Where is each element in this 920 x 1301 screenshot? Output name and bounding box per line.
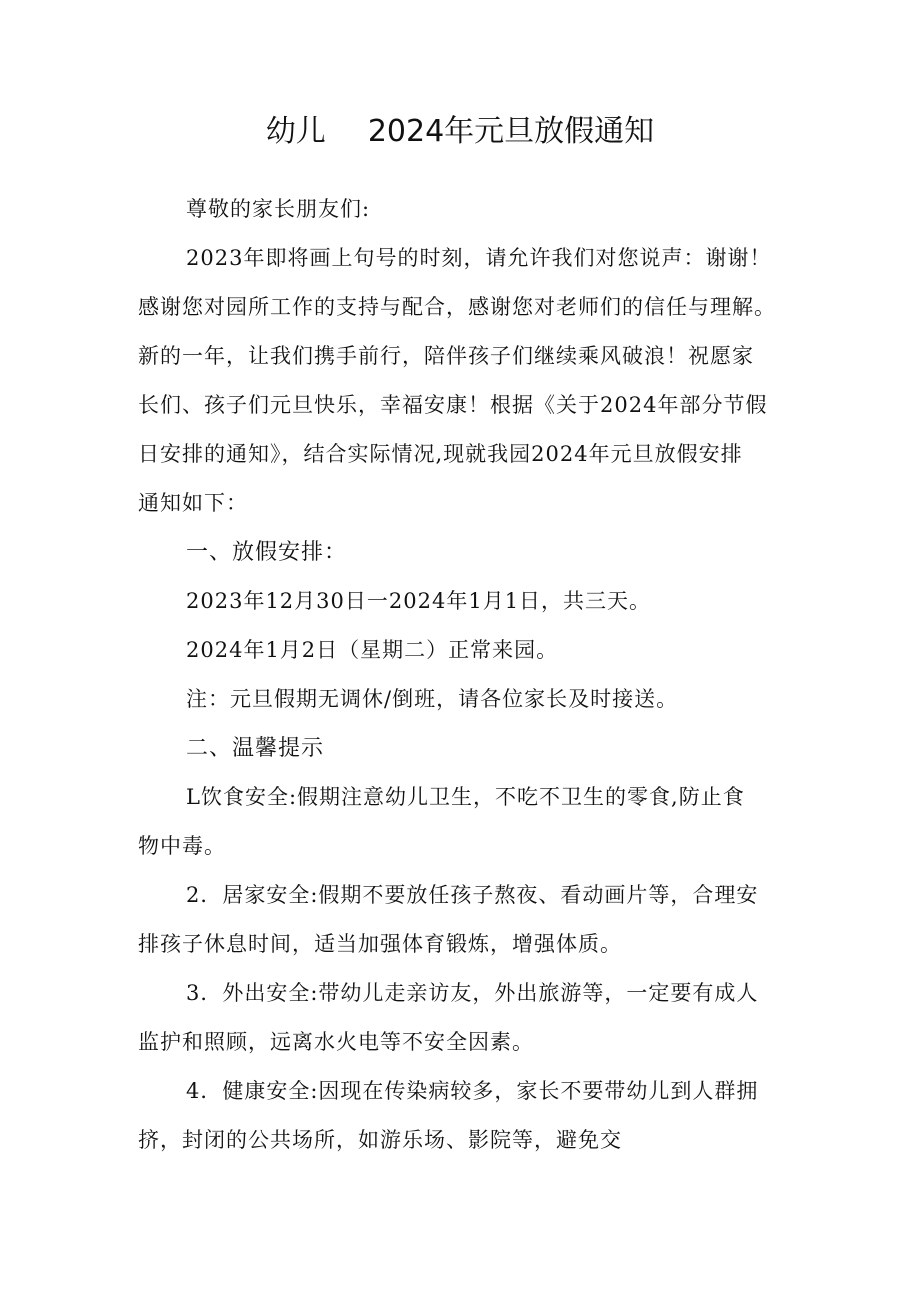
tip-line: 排孩子休息时间，适当加强体育锻炼，增强体质。 [138,932,622,956]
intro-line: 2023年即将画上句号的时刻，请允许我们对您说声：谢谢！ [186,246,772,270]
tip-food-safety [138,773,812,871]
tip-line: L饮食安全:假期注意幼儿卫生，不吃不卫生的零食,防止食 [186,785,745,809]
tip-line: 物中毒。 [138,834,226,858]
intro-paragraph [138,234,812,528]
section-heading-holiday: 一、放假安排： [186,540,348,565]
page-title [0,112,920,152]
intro-line: 通知如下： [138,491,248,515]
holiday-dates: 2023年12月30日一2024年1月1日，共三天。 [186,589,652,613]
tip-line: 3．外出安全:带幼儿走亲访友，外出旅游等，一定要有成人 [186,981,759,1005]
intro-line: 新的一年，让我们携手前行，陪伴孩子们继续乘风破浪！祝愿家 [138,344,754,368]
tip-line: 2．居家安全:假期不要放任孩子熬夜、看动画片等，合理安 [186,883,759,907]
tip-home-safety [138,871,812,969]
tip-line: 4．健康安全:因现在传染病较多，家长不要带幼儿到人群拥 [186,1079,759,1103]
intro-line: 日安排的通知》，结合实际情况,现就我园2024年元旦放假安排 [138,442,743,466]
holiday-note: 注：元旦假期无调休/倒班，请各位家长及时接送。 [186,687,679,711]
intro-line: 长们、孩子们元旦快乐，幸福安康！根据《关于2024年部分节假 [138,393,768,417]
intro-line: 感谢您对园所工作的支持与配合，感谢您对老师们的信任与理解。 [138,295,776,319]
title-part-1: 幼儿 [265,114,326,149]
tip-line: 监护和照顾，远离水火电等不安全因素。 [138,1030,534,1054]
tip-outing-safety [138,969,812,1067]
document-body [138,185,812,1165]
return-date: 2024年1月2日（星期二）正常来园。 [186,638,559,662]
greeting: 尊敬的家长朋友们: [186,197,371,221]
title-part-2: 2024年元旦放假通知 [367,114,655,149]
tip-health-safety [138,1067,812,1165]
section-heading-tips: 二、温馨提示 [186,736,325,761]
tip-line: 挤，封闭的公共场所，如游乐场、影院等，避免交 [138,1128,622,1152]
